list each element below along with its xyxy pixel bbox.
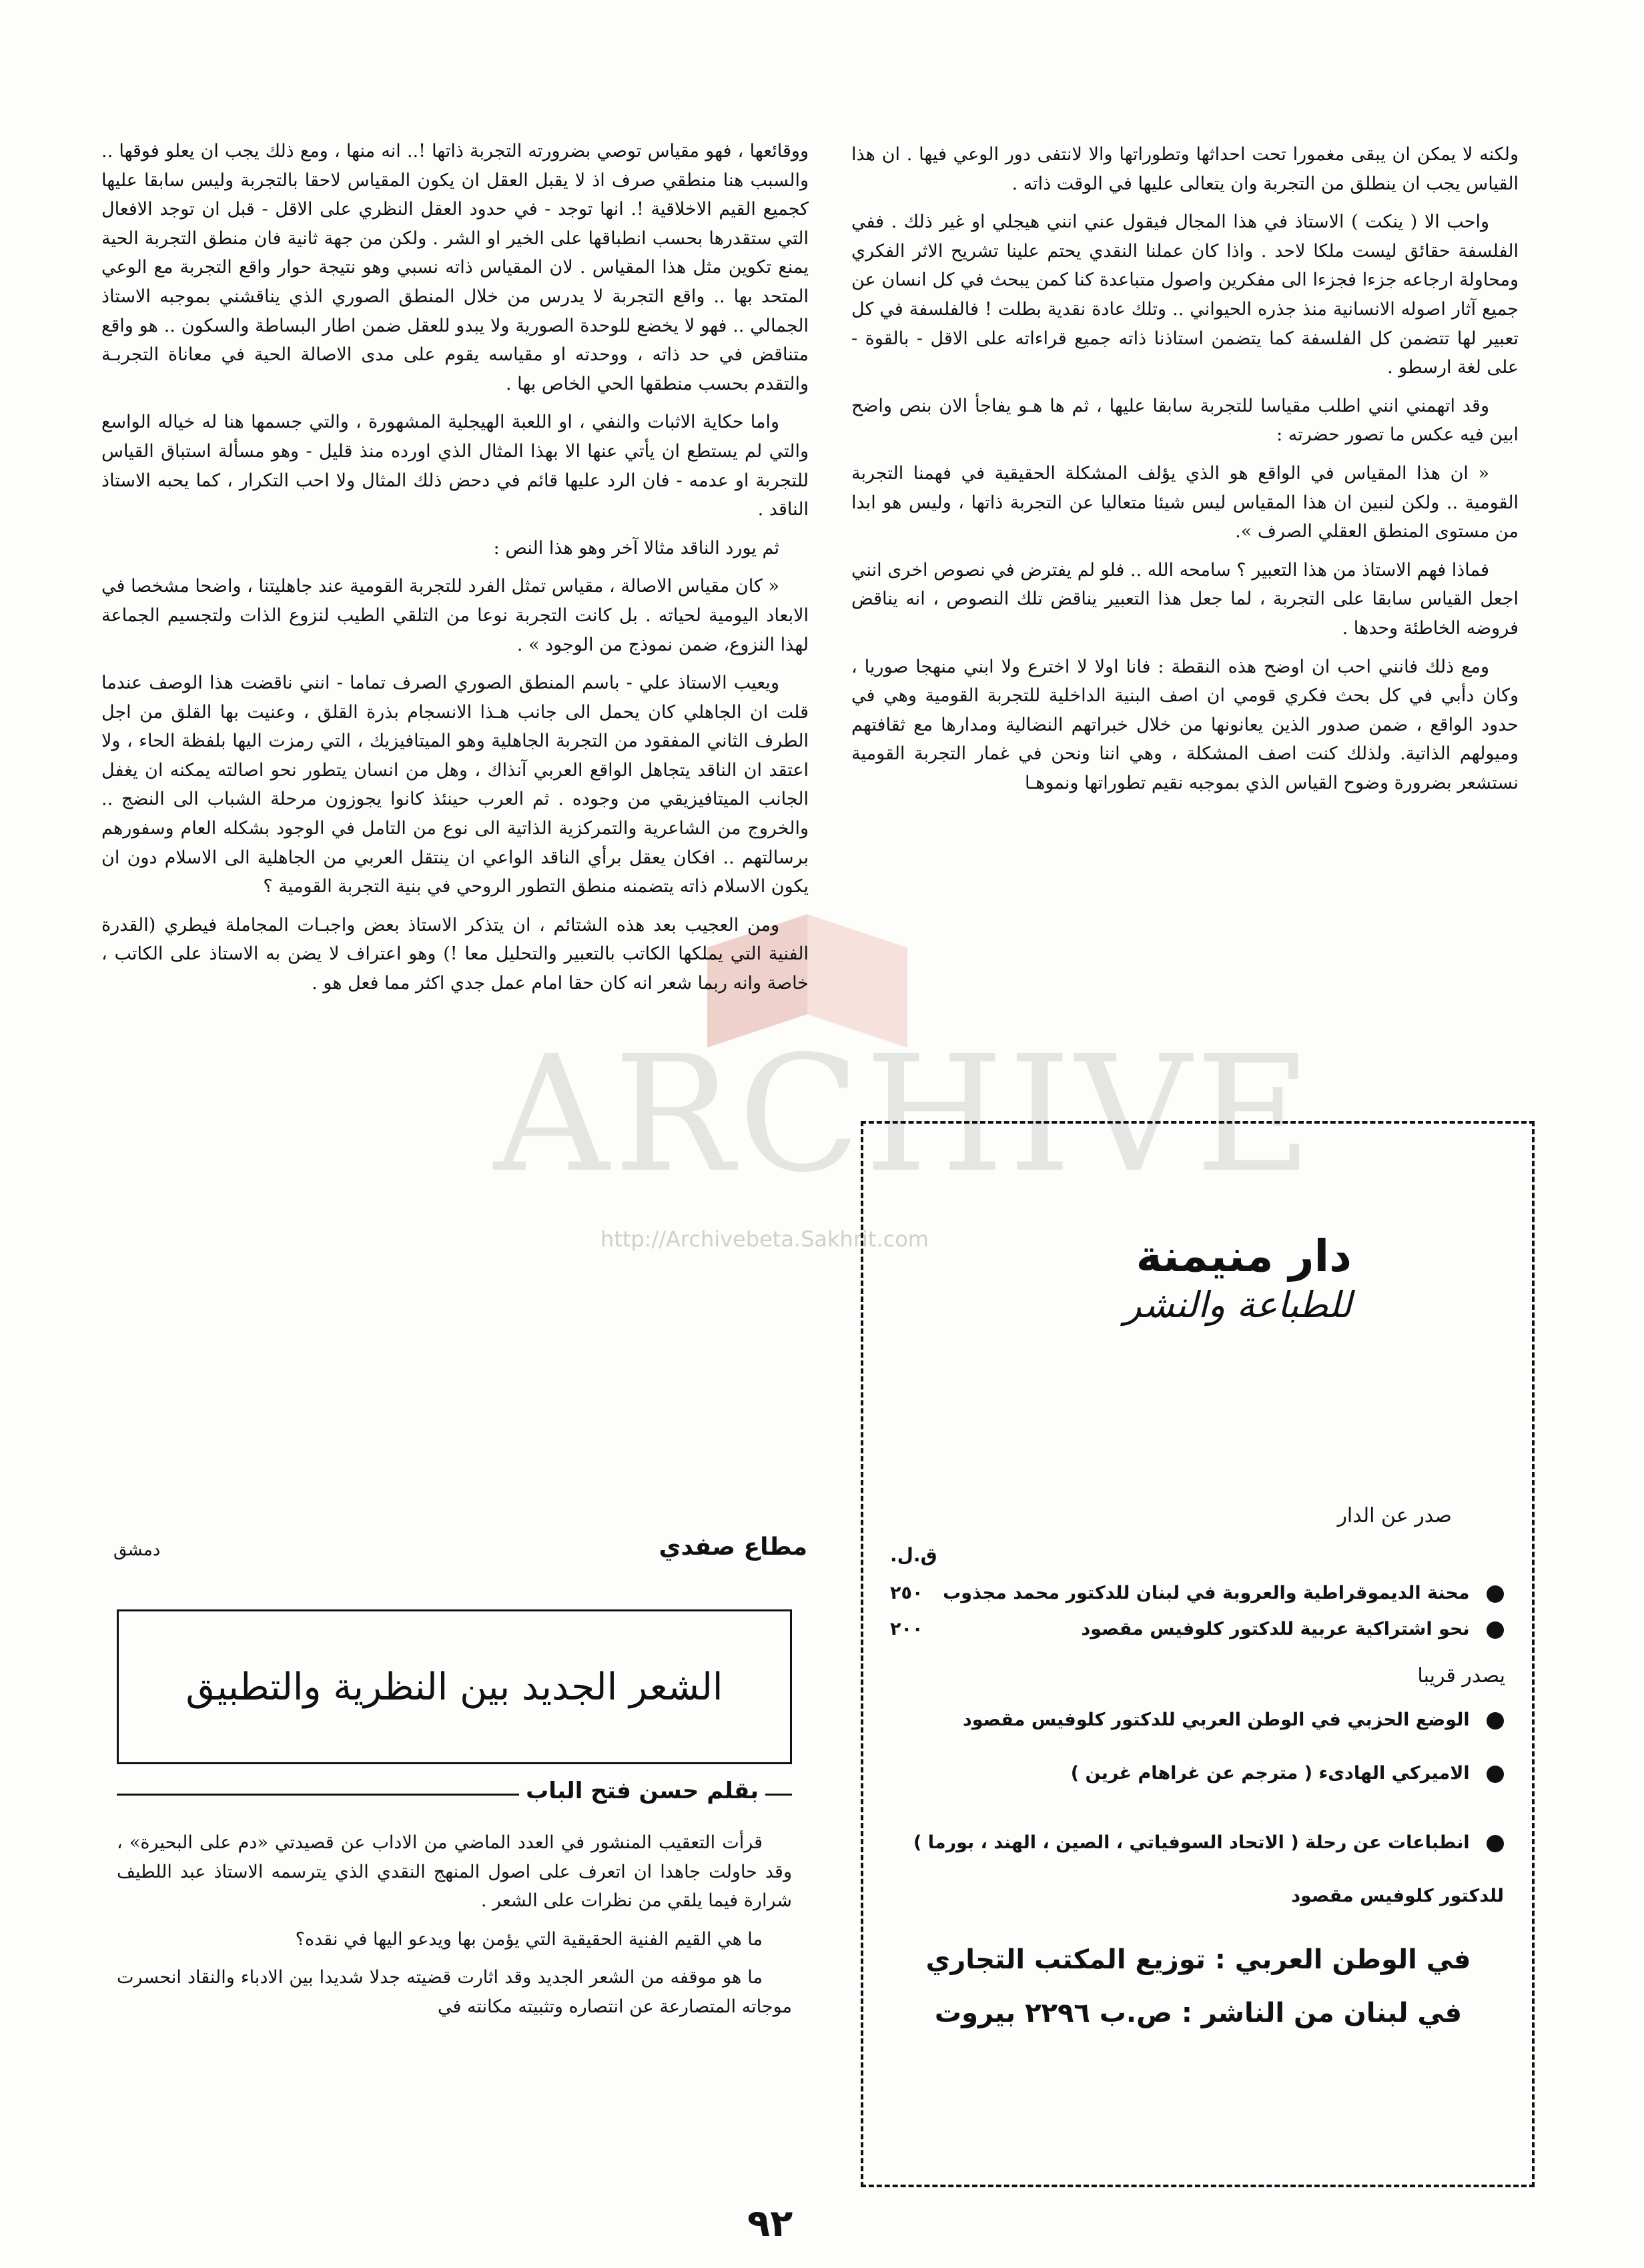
byline-row [117, 1778, 792, 1811]
book-price: ٢٥٠ [890, 1583, 923, 1603]
bullet-icon [1487, 1835, 1504, 1852]
page-number: ٩٢ [747, 2202, 793, 2245]
publisher-subtitle: للطباعة والنشر [1124, 1284, 1352, 1326]
article-byline: بقلم حسن فتح الباب [519, 1778, 765, 1804]
paragraph: قرأت التعقيب المنشور في العدد الماضي من الاداب عن قصيدتي «دم على البحيرة» ، وقد حاولت جاهدا ان اتعرف على اصول المنهج النقدي الذي يترسمه الاستاذ عبد اللطيف شرارة فيما يلقي من نظرات على الشعر . [117, 1832, 792, 1912]
left-text-column [101, 137, 809, 1008]
bullet-icon [1487, 1621, 1504, 1639]
paragraph: ما هو موقفه من الشعر الجديد وقد اثارت قضيته جدلا شديدا بين الادباء والنقاد انحسرت موجاته المتصارعة عن انتصاره وتثبيته مكانته في [117, 1967, 792, 2017]
paragraph: ومع ذلك فانني احب ان اوضح هذه النقطة : فانا اولا لا اخترع ولا ابني منهجا صوريا ، وكان دأبي في كل بحث فكري قومي ان اصف البنية الداخلية للتجربة القومية وهي في حدود الواقع ، ضمن صدور الذين يعانونها من خلال خبراتهم النضالية ومدارها مع ثقافتهم وميولهم الذاتية. ولذلك كنت اصف المشكلة ، وهي اننا ونحن في غمار التجربة القومية نستشعر بضرورة وضوح القياس الذي بموجبه نقيم تطوراتها ونموهـا [851, 656, 1519, 793]
upcoming-book-item [890, 1710, 1504, 1730]
paragraph: واما حكاية الاثبات والنفي ، او اللعبة الهيجلية المشهورة ، والتي جسمها هنا له خياله الواسع والتي لم يستطع ان يأتي عنها الا بهذا المثال الذي اورده منذ قليل - وهو مسألة استباق القياس للتجربة او عدمه - فان الرد عليها قائم في دحض ذلك المثال ولا احب التكرار ، كما يحبه الاستاذ الناقد . [101, 412, 809, 520]
paragraph: وقد اتهمني انني اطلب مقياسا للتجربة سابقا عليها ، ثم ها هـو يفاجأ الان بنص واضح ابين فيه عكس ما تصور حضرته : [851, 395, 1519, 446]
coming-soon-label: يصدر قريبا [1417, 1664, 1505, 1687]
upcoming-book-item [890, 1816, 1504, 1923]
author-name: مطاع صفدي [659, 1533, 807, 1561]
book-title: نحو اشتراكية عربية للدكتور كلوفيس مقصود [1081, 1619, 1470, 1639]
paragraph: واحب الا ( ينكت ) الاستاذ في هذا المجال فيقول عني انني هيجلي او غير ذلك . ففي الفلسفة حقائق ليست ملكا لاحد . واذا كان عملنا النقدي يحتم علينا تشريح الاثر الفكري ومحاولة ارجاعه جزءا فجزءا الى مفكرين واصول متباعدة كنا كمن يبحث في كل انسان عن جميع آثار اصوله الانسانية منذ جذره الحيواني .. وتلك عادة نقدية بطلت ! فالفلسفة في كل تعبير لها تتضمن كل الفلسفة كما يتضمن استاذنا ذاته جميع قراءاته على الاقل - بالقوة - على لغة ارسطو . [851, 212, 1519, 378]
right-text-column [851, 140, 1519, 807]
paragraph: ما هي القيم الفنية الحقيقية التي يؤمن بها ويدعو اليها في نقده؟ [295, 1928, 763, 1950]
bullet-icon [1487, 1766, 1504, 1783]
article-title-box [117, 1609, 792, 1764]
issued-label: صدر عن الدار [1337, 1504, 1452, 1527]
paragraph: ووقائعها ، فهو مقياس توصي بضرورته التجربة ذاتها !.. انه منها ، ومع ذلك يجب ان يعلو فوقها .. والسبب هنا منطقي صرف اذ لا يقبل العقل ان يكون المقياس لاحقا بالتجربة وليس سابقا عليها كجميع القيم الاخلاقية !. انها توجد - في حدود العقل النظري على الاقل - قبل ان توجد الافعال التي ستقدرها بحسب انطباقها على الخير او الشر . ولكن من جهة ثانية فان منطق التجربة الحية يمنع تكوين مثل هذا المقياس . لان المقياس ذاته نسبي وهو نتيجة حوار واقع التجربة مع الوعي المتحد بها .. واقع التجربة لا يدرس من خلال المنطق الصوري الذي يناقشني بموجبه الاستاذ الجمالي .. فهو لا يخضع للوحدة الصورية ولا يبدو للعقل ضمن اطار البساطة والسكون .. هو واقع متناقض في حد ذاته ، ووحدته او مقياسه يقوم على مدى الاصالة الحية في معاناة التجربـة والتقدم بحسب منطقها الحي الخاص بها . [101, 141, 809, 394]
book-title: الوضع الحزبي في الوطن العربي للدكتور كلوفيس مقصود [962, 1710, 1470, 1730]
book-item [890, 1583, 1504, 1603]
book-title: انطباعات عن رحلة ( الاتحاد السوفياتي ، الصين ، الهند ، بورما ) للدكتور كلوفيس مقصود [913, 1832, 1504, 1906]
quote-paragraph: « كان مقياس الاصالة ، مقياس تمثل الفرد للتجربة القومية عند جاهليتنا ، واضحا مشخصا في الابعاد اليومية لحياته . بل كانت التجربة نوعا من التلقي الطيب لنزوع الذات ولتجسيم الجماعة لهذا النزوع، ضمن نموذج من الوجود » . [101, 576, 809, 655]
watermark-text: ARCHIVE [494, 1021, 1316, 1208]
quote-paragraph: « ان هذا المقياس في الواقع هو الذي يؤلف المشكلة الحقيقية في فهمنا التجربة القومية .. ولكن لنبين ان هذا المقياس ليس شيئا متعاليا عن التجربة ذاتها ، وليس هو ابدا من مستوى المنطق العقلي الصرف ». [851, 462, 1519, 542]
upcoming-book-item [890, 1763, 1504, 1784]
paragraph: فماذا فهم الاستاذ من هذا التعبير ؟ سامحه الله .. فلو لم يفترض في نصوص اخرى انني اجعل القياس سابقا على التجربة ، لما جعل هذا التعبير يناقض تلك النصوص ، انه يناقض فروضه الخاطئة وحدها . [851, 559, 1519, 639]
bullet-icon [1487, 1712, 1504, 1730]
author-city: دمشق [113, 1540, 161, 1560]
paragraph: ولكنه لا يمكن ان يبقى مغمورا تحت احداثها وتطوراتها والا لانتفى دور الوعي فيها . ان هذا القياس يجب ان ينطلق من التجربة وان يتعالى عليها في الوقت ذاته . [851, 144, 1519, 194]
book-title: محنة الديموقراطية والعروبة في لبنان للدكتور محمد مجذوب [943, 1583, 1470, 1603]
book-title: الاميركي الهادىء ( مترجم عن غراهام غرين ) [1070, 1763, 1470, 1784]
author-signature [113, 1533, 807, 1573]
paragraph: ومن العجيب بعد هذه الشتائم ، ان يتذكر الاستاذ بعض واجبـات المجاملة فيطري (القدرة الفنية التي يملكها الكاتب بالتعبير والتحليل معا !) وهو اعتراف لا يضن به الاستاذ على الكاتب ، خاصة وانه ربما شعر انه كان حقا امام عمل جدي اكثر مما فعل هو . [101, 914, 809, 994]
article-title: الشعر الجديد بين النظرية والتطبيق [185, 1665, 723, 1709]
publisher-advertisement [861, 1121, 1535, 2187]
publisher-address: في لبنان من الناشر : ص.ب ٢٢٩٦ بيروت [934, 1998, 1463, 2028]
watermark-url: http://Archivebeta.Sakhrit.com [600, 1226, 929, 1252]
publisher-name: دار منيمنة [1136, 1230, 1352, 1282]
bullet-icon [1487, 1585, 1504, 1603]
book-item [890, 1619, 1504, 1639]
paragraph: ثم يورد الناقد مثالا آخر وهو هذا النص : [493, 537, 779, 558]
paragraph: ويعيب الاستاذ علي - باسم المنطق الصوري الصرف تماما - انني ناقضت هذا الوصف عندما قلت ان الجاهلي كان يحمل الى جانب هـذا الانسجام بذرة القلق ، وعنيت بها القلق من اجل الطرف الثاني المفقود من التجربة الجاهلية وهو الميتافيزيك ، التي رمزت اليها بلفظة الحاء ، ولا اعتقد ان الناقد يتجاهل الواقع العربي آنذاك ، وهل من انسان يتطور نحو اصالته يمكنه ان يغفل الجانب الميتافيزيقي من وجوده . ثم العرب حينئذ كانوا يجوزون مرحلة الشباب الى النضج .. والخروج من الشاعرية والتمركزية الذاتية الى نوع من التامل في الوجود بشكله العام وسفورهم برسالتهم .. افكان يعقل برأي الناقد الواعي ان ينتقل العربي من الجاهلية الى الاسلام دون ان يكون الاسلام ذاته يتضمنه منطق التطور الروحي في بنية التجربة القومية ؟ [101, 673, 809, 897]
distribution-line: في الوطن العربي : توزيع المكتب التجاري [925, 1944, 1471, 1975]
article-body [117, 1828, 792, 2031]
currency-label: ق.ل. [890, 1544, 937, 1566]
book-price: ٢٠٠ [890, 1619, 923, 1639]
